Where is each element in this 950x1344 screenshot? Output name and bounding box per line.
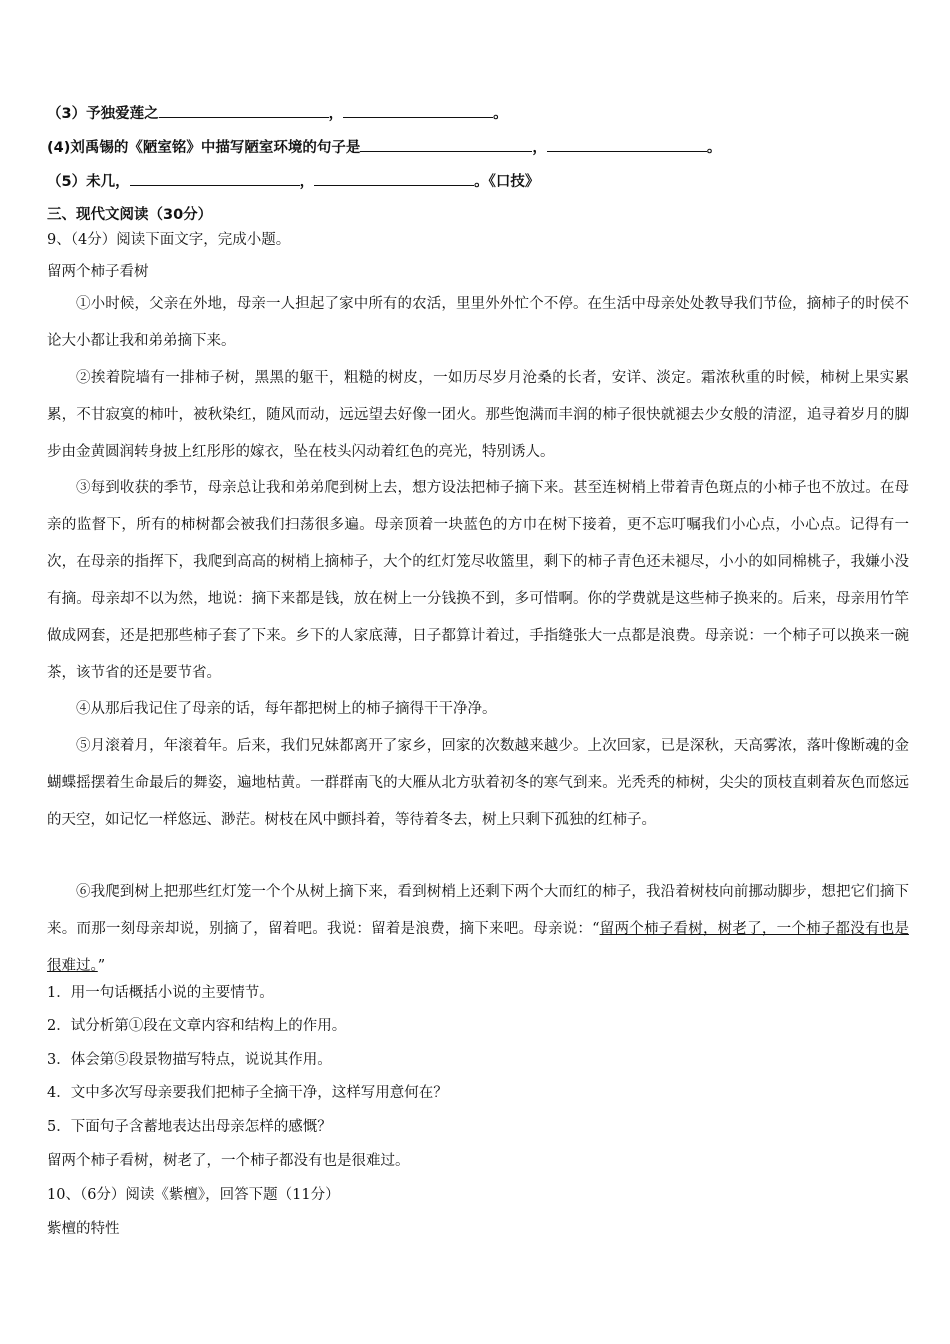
comma: ， [328, 106, 344, 122]
closing-quote: ” [97, 958, 106, 974]
q3-prefix: （3）予独爱莲之 [47, 106, 159, 122]
fill-question-5 [47, 171, 539, 192]
paragraph-6-text: ⑥我爬到树上把那些红灯笼一个个从树上摘下来，看到树梢上还剩下两个大而红的柿子，我沿着树枝向前挪动脚步，想把它们摘下来。而那一刻母亲却说，别摘了，留着吧。我说：留着是浪费，摘下来吧。母亲说：“ [47, 884, 909, 937]
quoted-sentence: 留两个柿子看树，树老了，一个柿子都没有也是很难过。 [47, 1153, 410, 1169]
paragraph-3: ③每到收获的季节，母亲总让我和弟弟爬到树上去，想方设法把柿子摘下来。甚至连树梢上带着青色斑点的小柿子也不放过。在母亲的监督下，所有的柿树都会被我们扫荡很多遍。母亲顶着一块蓝色的方巾在树下接着，更不忘叮嘱我们小心点，小心点。记得有一次，在母亲的指挥下，我爬到高高的树梢上摘柿子，大个的红灯笼尽收篮里，剩下的柿子青色还未褪尽，小小的如同棉桃子，我嫌小没有摘。母亲却不以为然，地说：摘下来都是钱，放在树上一分钱换不到，多可惜啊。你的学费就是这些柿子换来的。后来，母亲用竹竿做成网套，还是把那些柿子套了下来。乡下的人家底薄，日子都算计着过，手指缝张大一点都是浪费。母亲说：一个柿子可以换来一碗茶，该节省的还是要节省。 [47, 480, 909, 681]
paragraph-2: ②挨着院墙有一排柿子树，黑黑的躯干，粗糙的树皮，一如历尽岁月沧桑的长者，安详、淡定。霜浓秋重的时候，柿树上果实累累，不甘寂寞的柿叶，被秋染红，随风而动，远远望去好像一团火。那些饱满而丰润的柿子很快就褪去少女般的清涩，追寻着岁月的脚步由金黄圆润转身披上红彤彤的嫁衣，坠在枝头闪动着红色的亮光，特别诱人。 [47, 370, 909, 460]
period: 。 [493, 106, 508, 122]
question-4: 4．文中多次写母亲要我们把柿子全摘干净，这样写用意何在？ [47, 1085, 448, 1101]
paragraph-4: ④从那后我记住了母亲的话，每年都把树上的柿子摘得干干净净。 [76, 701, 497, 717]
fill-question-3 [47, 103, 508, 124]
question-1: 1．用一句话概括小说的主要情节。 [47, 985, 274, 1001]
question-5: 5．下面句子含蓄地表达出母亲怎样的感慨？ [47, 1119, 332, 1135]
answer-blank[interactable] [360, 137, 532, 152]
underlined-quote: 留两个柿子看树，树老了，一个柿子都没有也是很难过。 [47, 921, 909, 974]
period: 。 [706, 140, 722, 156]
question-10-intro: 10、（6分）阅读《紫檀》，回答下题（11分） [47, 1187, 340, 1203]
paragraph-5: ⑤月滚着月，年滚着年。后来，我们兄妹都离开了家乡，回家的次数越来越少。上次回家，已是深秋，天高雾浓，落叶像断魂的金蝴蝶摇摆着生命最后的舞姿，遍地枯黄。一群群南飞的大雁从北方驮着初冬的寒气到来。光秃秃的柿树，尖尖的顶枝直刺着灰色而悠远的天空，如记忆一样悠远、渺茫。树枝在风中颤抖着，等待着冬去，树上只剩下孤独的红柿子。 [47, 738, 909, 828]
article-title: 留两个柿子看树 [47, 264, 149, 280]
question-2: 2．试分析第①段在文章内容和结构上的作用。 [47, 1018, 347, 1034]
answer-blank[interactable] [314, 171, 474, 186]
paragraph-6 [47, 874, 909, 985]
q5-suffix: 。《口技》 [474, 174, 540, 190]
answer-blank[interactable] [343, 103, 493, 118]
question-intro: 9、（4分）阅读下面文字，完成小题。 [47, 232, 291, 248]
comma: ， [532, 140, 547, 156]
article-title-2: 紫檀的特性 [47, 1221, 120, 1237]
question-3: 3．体会第⑤段景物描写特点，说说其作用。 [47, 1052, 332, 1068]
answer-blank[interactable] [130, 171, 300, 186]
q4-prefix: (4)刘禹锡的《陋室铭》中描写陋室环境的句子是 [47, 140, 361, 156]
section-heading: 三、现代文阅读（30分） [47, 207, 213, 223]
q5-prefix: （5）未几， [47, 174, 130, 190]
answer-blank[interactable] [159, 103, 329, 118]
fill-question-4 [47, 137, 721, 158]
answer-blank[interactable] [547, 137, 707, 152]
comma: ， [299, 174, 315, 190]
paragraph-1: ①小时候，父亲在外地，母亲一人担起了家中所有的农活，里里外外忙个不停。在生活中母亲处处教导我们节俭，摘柿子的时侯不论大小都让我和弟弟摘下来。 [47, 296, 909, 349]
